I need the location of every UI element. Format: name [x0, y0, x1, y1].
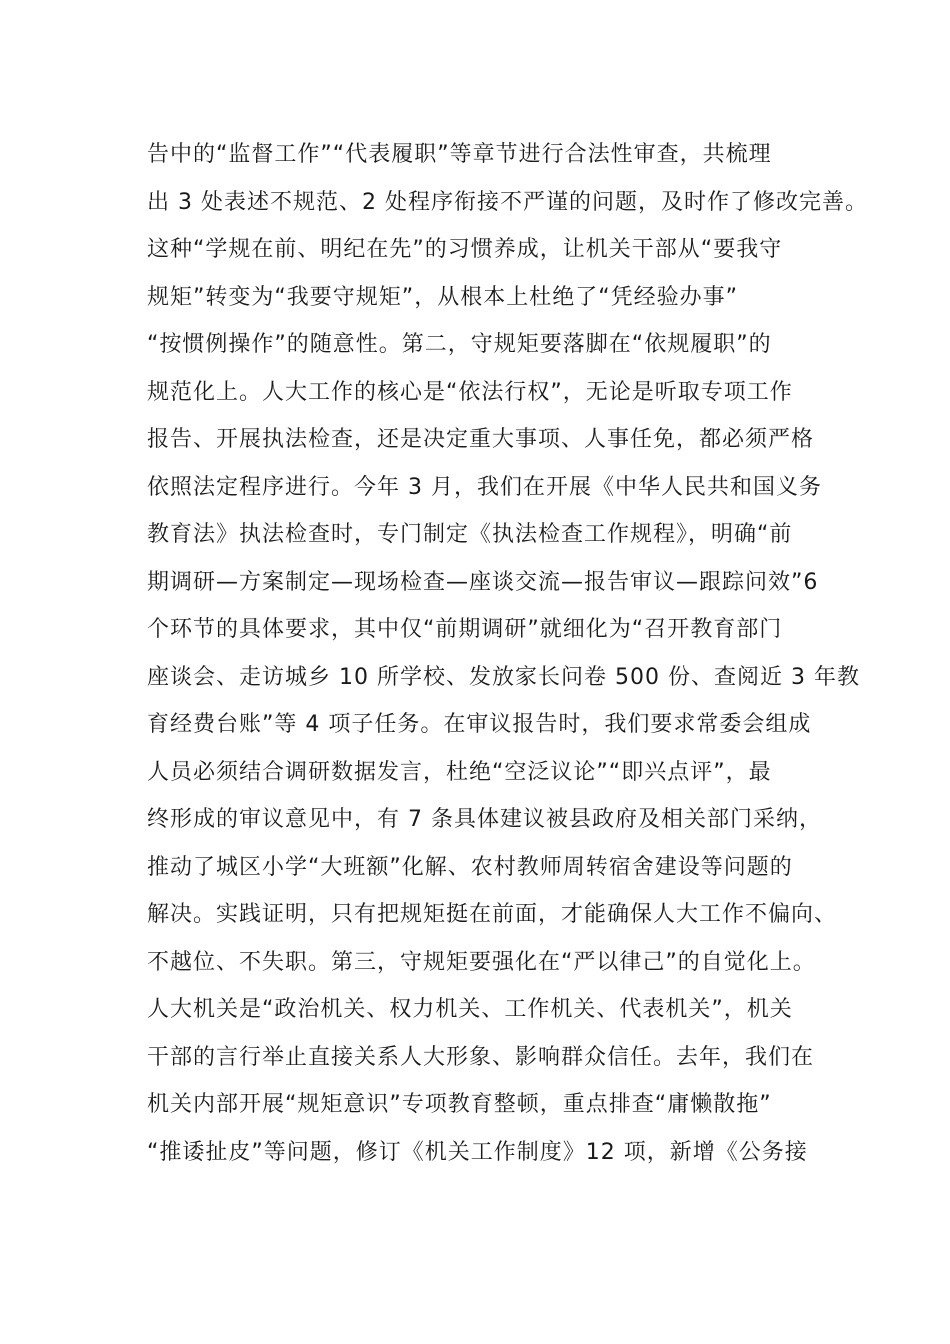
text-line-5: “按惯例操作”的随意性。第二，守规矩要落脚在“依规履职”的	[147, 332, 772, 357]
text-line-18: 不越位、不失职。第三，守规矩要强化在“严以律己”的自觉化上。	[147, 949, 816, 975]
text-line-19: 人大机关是“政治机关、权力机关、工作机关、代表机关”，机关	[147, 997, 793, 1022]
text-line-17: 解决。实践证明，只有把规矩挺在前面，才能确保人大工作不偏向、	[147, 902, 838, 927]
text-line-10: 期调研—方案制定—现场检查—座谈交流—报告审议—跟踪问效”6	[147, 569, 819, 595]
text-line-21: 机关内部开展“规矩意识”专项教育整顿，重点排查“庸懒散拖”	[147, 1092, 772, 1117]
text-line-13: 育经费台账”等 4 项子任务。在审议报告时，我们要求常委会组成	[147, 712, 812, 737]
text-line-15: 终形成的审议意见中，有 7 条具体建议被县政府及相关部门采纳，	[147, 807, 822, 832]
text-line-11: 个环节的具体要求，其中仅“前期调研”就细化为“召开教育部门	[147, 617, 783, 642]
text-line-4: 规矩”转变为“我要守规矩”，从根本上杜绝了“凭经验办事”	[147, 284, 738, 310]
text-line-7: 报告、开展执法检查，还是决定重大事项、人事任免，都必须严格	[147, 427, 815, 452]
text-line-6: 规范化上。人大工作的核心是“依法行权”，无论是听取专项工作	[147, 379, 793, 405]
text-line-22: “推诿扯皮”等问题，修订《机关工作制度》12 项，新增《公务接	[147, 1139, 808, 1165]
text-line-12: 座谈会、走访城乡 10 所学校、发放家长问卷 500 份、查阅近 3 年教	[147, 664, 860, 690]
text-line-2: 出 3 处表述不规范、2 处程序衔接不严谨的问题，及时作了修改完善。	[147, 189, 868, 215]
text-line-14: 人员必须结合调研数据发言，杜绝“空泛议论”“即兴点评”，最	[147, 759, 772, 785]
text-line-16: 推动了城区小学“大班额”化解、农村教师周转宿舍建设等问题的	[147, 854, 793, 880]
body-text	[147, 131, 868, 1176]
text-line-8: 依照法定程序进行。今年 3 月，我们在开展《中华人民共和国义务	[147, 474, 822, 500]
text-line-1: 告中的“监督工作”“代表履职”等章节进行合法性审查，共梳理	[147, 142, 772, 167]
text-line-20: 干部的言行举止直接关系人大形象、影响群众信任。去年，我们在	[147, 1044, 815, 1070]
text-line-9: 教育法》执法检查时，专门制定《执法检查工作规程》，明确“前	[147, 522, 793, 547]
text-line-3: 这种“学规在前、明纪在先”的习惯养成，让机关干部从“要我守	[147, 237, 783, 262]
